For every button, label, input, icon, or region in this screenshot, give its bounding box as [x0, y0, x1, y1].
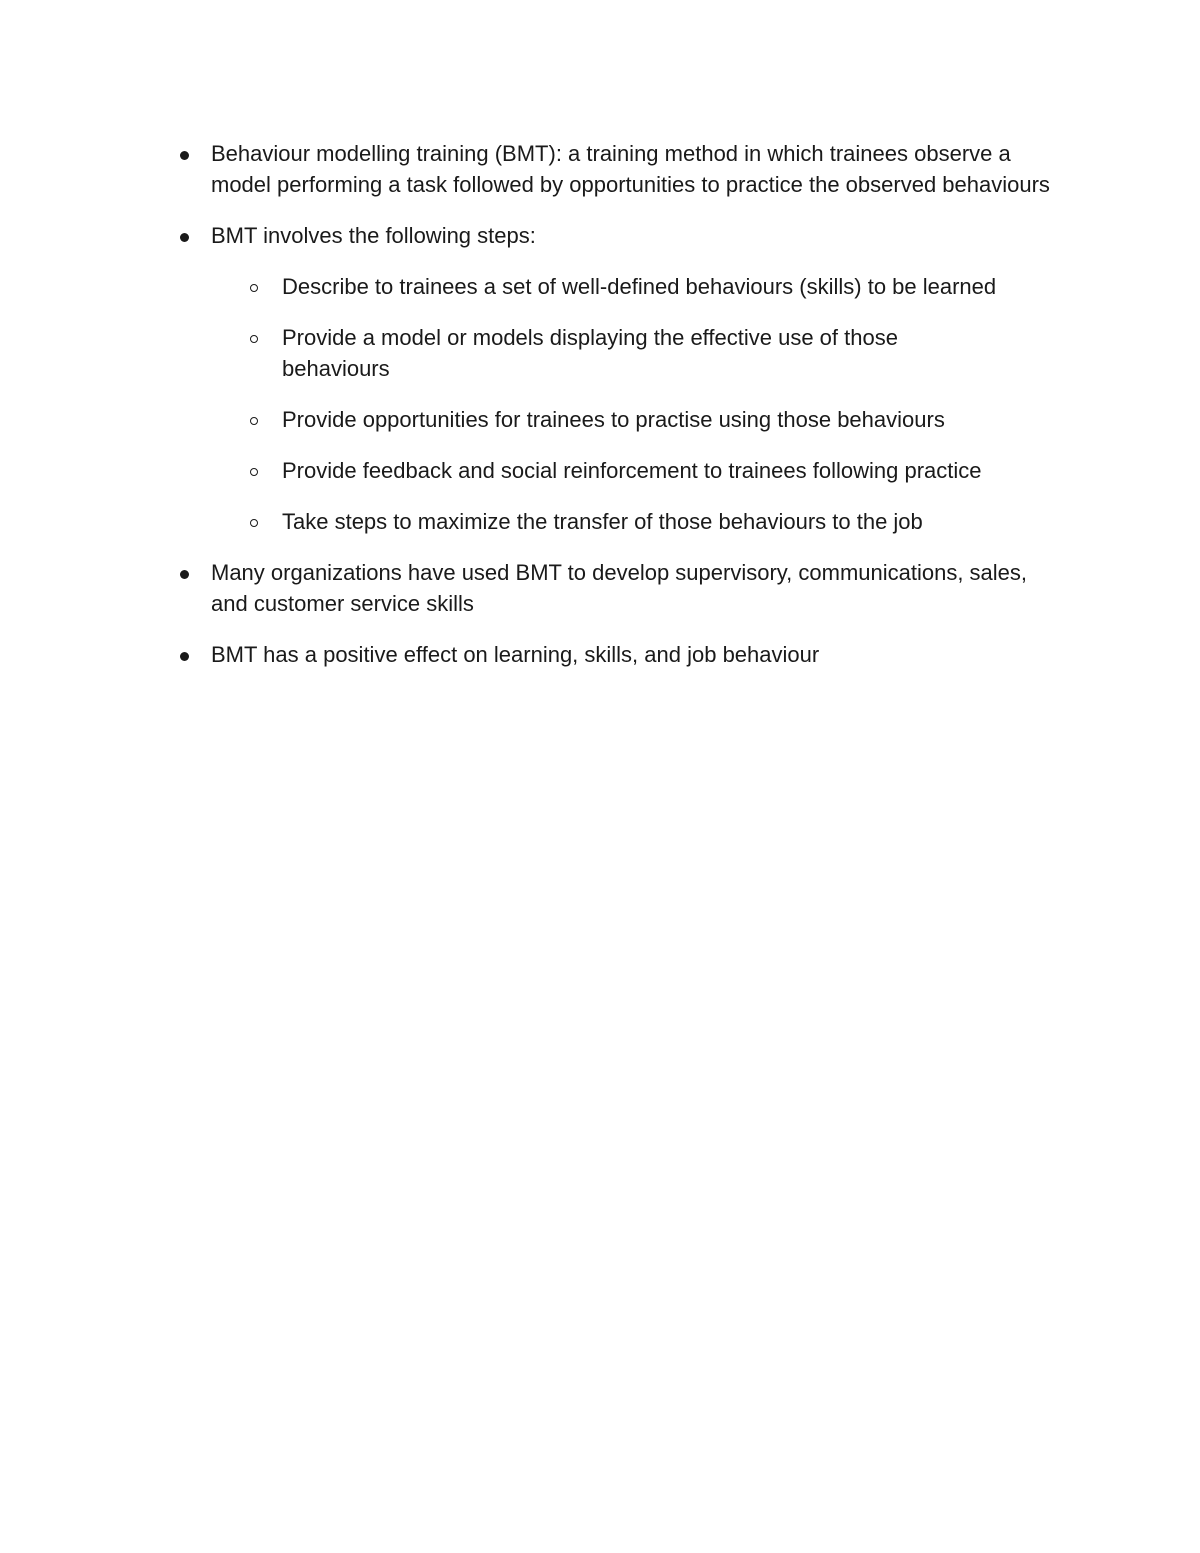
sub-list-item-text: Provide feedback and social reinforcement to trainees following practice [282, 458, 982, 483]
hollow-bullet-icon [250, 335, 258, 343]
list-item-text: Many organizations have used BMT to develop supervisory, communications, sales, and customer service skills [211, 560, 1028, 616]
hollow-bullet-icon [250, 468, 258, 476]
sub-list-item-text: Take steps to maximize the transfer of those behaviours to the job [282, 509, 923, 534]
filled-bullet-icon [180, 652, 189, 661]
sub-list-item [176, 455, 1066, 486]
list-item [176, 138, 1066, 200]
sub-list-item-text: Provide a model or models displaying the effective use of those behaviours [282, 325, 898, 381]
sub-list-item [176, 506, 1066, 537]
hollow-bullet-icon [250, 284, 258, 292]
sub-list-item [176, 271, 1066, 302]
filled-bullet-icon [180, 233, 189, 242]
list-item-text: BMT involves the following steps: [211, 223, 536, 248]
hollow-bullet-icon [250, 417, 258, 425]
filled-bullet-icon [180, 151, 189, 160]
list-item-text: BMT has a positive effect on learning, skills, and job behaviour [211, 642, 820, 667]
hollow-bullet-icon [250, 519, 258, 527]
sub-list-item-text: Provide opportunities for trainees to practise using those behaviours [282, 407, 945, 432]
list-item [176, 639, 1066, 670]
sub-list-item [176, 322, 1066, 384]
list-item [176, 220, 1066, 251]
sub-list-item-text: Describe to trainees a set of well-defined behaviours (skills) to be learned [282, 274, 997, 299]
filled-bullet-icon [180, 570, 189, 579]
bullet-list [176, 138, 1066, 690]
list-item-text: Behaviour modelling training (BMT): a training method in which trainees observe a model performing a task followed by opportunities to practice the observed behaviours [211, 141, 1050, 197]
sub-list-item [176, 404, 1066, 435]
list-item [176, 557, 1066, 619]
